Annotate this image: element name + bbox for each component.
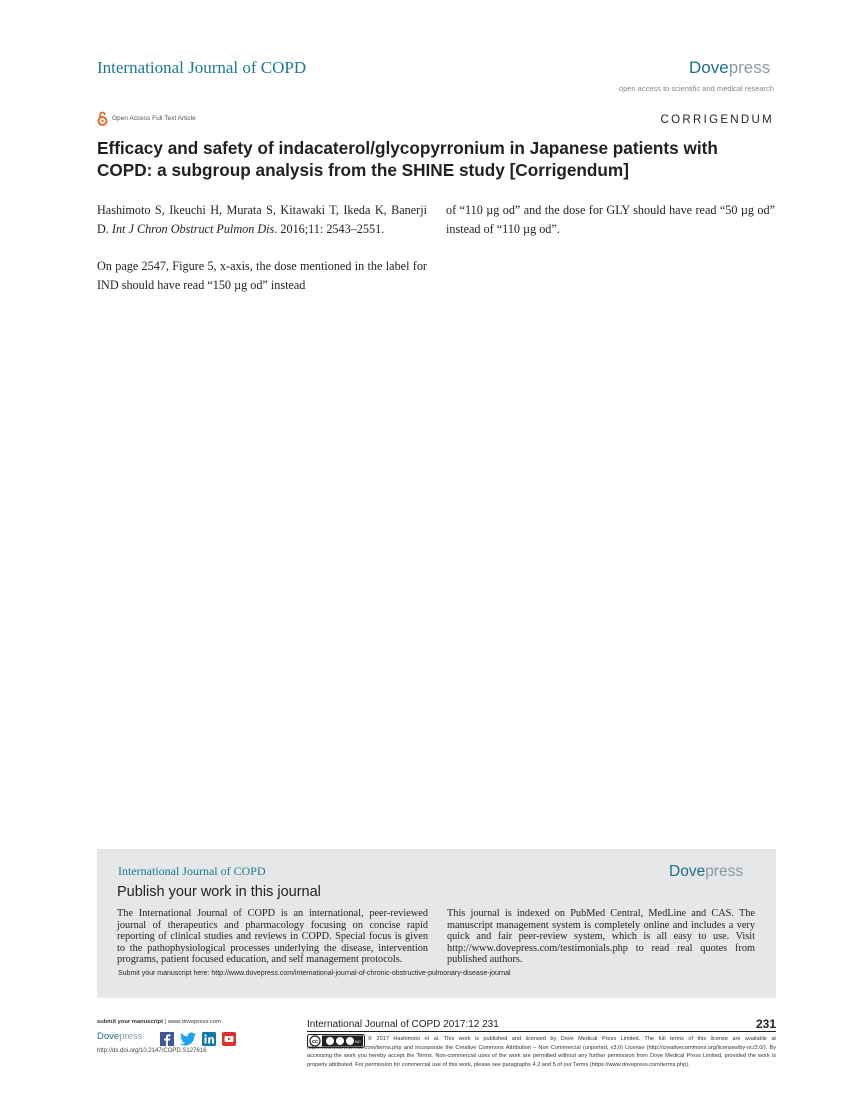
promo-dovepress-logo[interactable] xyxy=(669,863,743,881)
svg-text:cc: cc xyxy=(311,1039,319,1046)
youtube-icon[interactable] xyxy=(222,1032,236,1046)
promo-brand-part-a: Dove xyxy=(669,863,706,880)
dovepress-logo[interactable] xyxy=(689,58,770,78)
doi-link[interactable]: http://dx.doi.org/10.2147/COPD.S127616 xyxy=(97,1048,207,1054)
svg-text:NC: NC xyxy=(355,1039,361,1044)
brand-part-b: press xyxy=(728,58,771,77)
footer-submit-label: submit your manuscript xyxy=(97,1019,164,1025)
footer-dovepress-logo[interactable] xyxy=(97,1031,142,1042)
twitter-icon[interactable] xyxy=(180,1032,196,1046)
footer-submit-site: www.dovepress.com xyxy=(167,1019,221,1025)
promo-indexing: This journal is indexed on PubMed Central, MedLine and CAS. The manuscript management system is completely online and includes a very quick and fair peer-review system, which is all easy to use. Visit http://www.dovepress.com/testimonials.php to read real quotes from published authors. xyxy=(447,908,755,966)
license-text: © 2017 Hashimoto et al. This work is published and licensed by Dove Medical Press Limited. The full terms of this license are available at https://www.dovepress.com/terms.php and incorporate the Creative Commons Attribution – Non Commercial (unported, v3.0) License (http://creativecommons.org/licenses/by-nc/3.0/). By accessing the work you hereby accept the Terms. Non-commercial uses of the work are permitted without any further permission from Dove Medical Press Limited, provided the work is properly attributed. For permission for commercial use of this work, please see paragraphs 4.2 and 5 of our Terms (https://www.dovepress.com/terms.php). xyxy=(307,1036,776,1068)
promo-brand-part-b: press xyxy=(705,863,744,880)
citation xyxy=(97,201,427,239)
linkedin-icon[interactable] xyxy=(202,1032,216,1046)
journal-title: International Journal of COPD xyxy=(97,58,307,77)
citation-journal: Int J Chron Obstruct Pulmon Dis xyxy=(111,222,275,236)
footer-journal-reference: International Journal of COPD 2017:12 231 xyxy=(307,1019,499,1030)
footer-brand-part-b: press xyxy=(119,1031,143,1042)
correction-paragraph-1: On page 2547, Figure 5, x-axis, the dose mentioned in the label for IND should have read “150 µg od” instead xyxy=(97,259,427,292)
open-access-lock-icon xyxy=(97,111,108,126)
left-column xyxy=(97,201,427,295)
publish-promo-box xyxy=(97,849,776,998)
correction-paragraph-2: of “110 µg od” and the dose for GLY should have read “50 µg od” instead of “110 µg od”. xyxy=(446,203,775,236)
brand-part-a: Dove xyxy=(689,58,729,77)
citation-authors: Hashimoto S, Ikeuchi H, Murata S, Kitawaki T, Ikeda K, Banerji D. xyxy=(97,203,427,236)
article-title: Efficacy and safety of indacaterol/glycopyrronium in Japanese patients with COPD: a subgroup analysis from the SHINE study [Corrigendum] xyxy=(97,138,718,180)
article-type: CORRIGENDUM xyxy=(660,114,774,126)
promo-description: The International Journal of COPD is an international, peer-reviewed journal of therapeutics and pharmacology focusing on concise rapid reporting of clinical studies and reviews in COPD. Special focus is given to the pathophysiological processes underlying the disease, intervention programs, patient focused education, and self management protocols. xyxy=(117,908,428,966)
right-column xyxy=(446,201,775,239)
footer-submit-line[interactable] xyxy=(97,1019,257,1025)
submit-manuscript-link[interactable]: Submit your manuscript here: http://www.dovepress.com/international-journal-of-chronic-obstructive-pulmonary-disease-journal xyxy=(118,970,511,977)
facebook-icon[interactable] xyxy=(160,1032,174,1046)
promo-heading: Publish your work in this journal xyxy=(117,884,321,900)
promo-journal-title: International Journal of COPD xyxy=(118,864,266,878)
footer-submit-separator: | xyxy=(163,1019,168,1025)
footer-brand-part-a: Dove xyxy=(97,1031,120,1042)
social-icons xyxy=(160,1032,236,1046)
open-access-badge xyxy=(97,111,196,126)
open-access-label: Open Access Full Text Article xyxy=(112,115,196,122)
footer-rule xyxy=(307,1031,776,1032)
publisher-tagline: open access to scientific and medical research xyxy=(618,84,774,93)
page-number: 231 xyxy=(755,1017,776,1031)
citation-details: . 2016;11: 2543–2551. xyxy=(274,222,385,236)
